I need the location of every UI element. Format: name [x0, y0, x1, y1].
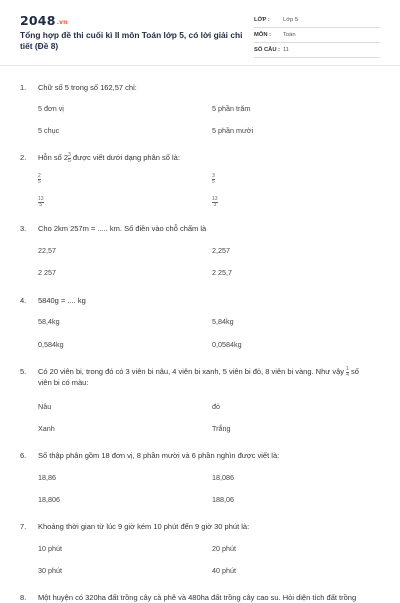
meta-key: MÔN :	[254, 32, 272, 38]
logo-suffix: .vn	[56, 19, 68, 26]
page-title: Tổng hợp đề thi cuối kì II môn Toán lớp 5, có lời giải chi tiết (Đề 8)	[20, 30, 243, 51]
option-7a[interactable]: 10 phút	[38, 544, 62, 553]
question-number: 1.	[20, 83, 27, 92]
logo[interactable]	[20, 13, 68, 28]
option-3c[interactable]: 2 257	[38, 268, 56, 277]
question-number: 7.	[20, 522, 27, 531]
option-5a[interactable]: Nâu	[38, 402, 52, 411]
question-text: Khoảng thời gian từ lúc 9 giờ kém 10 phút đến 9 giờ 30 phút là:	[38, 522, 250, 531]
question-text: Chữ số 5 trong số 162,57 chỉ:	[38, 83, 137, 92]
question-text: Một huyện có 320ha đất trồng cây cà phê và 480ha đất trồng cây cao su. Hỏi diện tích đất trồng	[38, 593, 357, 602]
meta-value: 11	[283, 47, 290, 53]
option-4c[interactable]: 0,584kg	[38, 340, 64, 349]
option-6b[interactable]: 18,086	[212, 473, 234, 482]
option-7b[interactable]: 20 phút	[212, 544, 236, 553]
meta-value: Toán	[283, 32, 296, 38]
option-4a[interactable]: 58,4kg	[38, 317, 60, 326]
option-6d[interactable]: 188,06	[212, 495, 234, 504]
fraction: $\frac{2}{5}$	[38, 173, 41, 185]
option-1c[interactable]: 5 chục	[38, 126, 60, 135]
option-6a[interactable]: 18,86	[38, 473, 56, 482]
option-5d[interactable]: Trắng	[212, 424, 231, 433]
option-2d[interactable]	[212, 197, 218, 208]
option-1a[interactable]: 5 đơn vị	[38, 104, 64, 113]
option-4d[interactable]: 0,0584kg	[212, 340, 242, 349]
option-3a[interactable]: 22,57	[38, 246, 56, 255]
question-number: 8.	[20, 593, 27, 602]
fraction: $\frac{13}{3}$	[212, 196, 218, 208]
option-3d[interactable]: 2 25,7	[212, 268, 232, 277]
fraction: $\frac{3}{5}$	[212, 173, 215, 185]
question-text: viên bi có màu:	[38, 378, 89, 387]
meta-row-subject	[254, 28, 380, 43]
meta-row-count	[254, 43, 380, 58]
question-text: Số thập phân gồm 18 đơn vị, 8 phần mười và 6 phần nghìn được viết là:	[38, 451, 280, 460]
meta-value: Lớp 5	[283, 17, 299, 23]
fraction: $\frac{13}{5}$	[38, 196, 44, 208]
question-number: 3.	[20, 224, 27, 233]
option-4b[interactable]: 5,84kg	[212, 317, 234, 326]
option-7d[interactable]: 40 phút	[212, 566, 236, 575]
option-2c[interactable]	[38, 197, 44, 208]
fraction: $\frac{3}{5}$	[68, 151, 71, 164]
option-5c[interactable]: Xanh	[38, 424, 55, 433]
meta-key: SỐ CÂU :	[254, 47, 281, 53]
fraction: $\frac{1}{4}$	[346, 365, 349, 378]
option-6c[interactable]: 18,806	[38, 495, 60, 504]
question-number: 4.	[20, 296, 27, 305]
logo-text: 2048	[20, 13, 56, 28]
option-1d[interactable]: 5 phần mười	[212, 126, 254, 135]
question-text: Cho 2km 257m = ..... km. Số điền vào chỗ chấm là	[38, 224, 207, 233]
question-text: Hỗn số 2 $\frac{3}{5}$ được viết dưới dạng phân số là:	[38, 151, 180, 164]
option-2a[interactable]	[38, 174, 41, 185]
question-text: Có 20 viên bi, trong đó có 3 viên bi nâu, 4 viên bi xanh, 5 viên bi đỏ, 8 viên bi vàng. Như vậy $\frac{1}{4}$ số	[38, 365, 359, 378]
question-number: 6.	[20, 451, 27, 460]
option-2b[interactable]	[212, 174, 215, 185]
option-3b[interactable]: 2,257	[212, 246, 230, 255]
option-1b[interactable]: 5 phần trăm	[212, 104, 251, 113]
header-divider	[0, 65, 400, 66]
question-text: 5840g = .... kg	[38, 296, 86, 305]
header	[0, 0, 400, 66]
meta-key: LỚP :	[254, 17, 270, 23]
question-number: 2.	[20, 153, 27, 162]
meta-row-class	[254, 13, 380, 28]
option-7c[interactable]: 30 phút	[38, 566, 62, 575]
question-number: 5.	[20, 367, 27, 376]
meta-table	[254, 13, 380, 58]
option-5b[interactable]: đỏ	[212, 402, 220, 411]
